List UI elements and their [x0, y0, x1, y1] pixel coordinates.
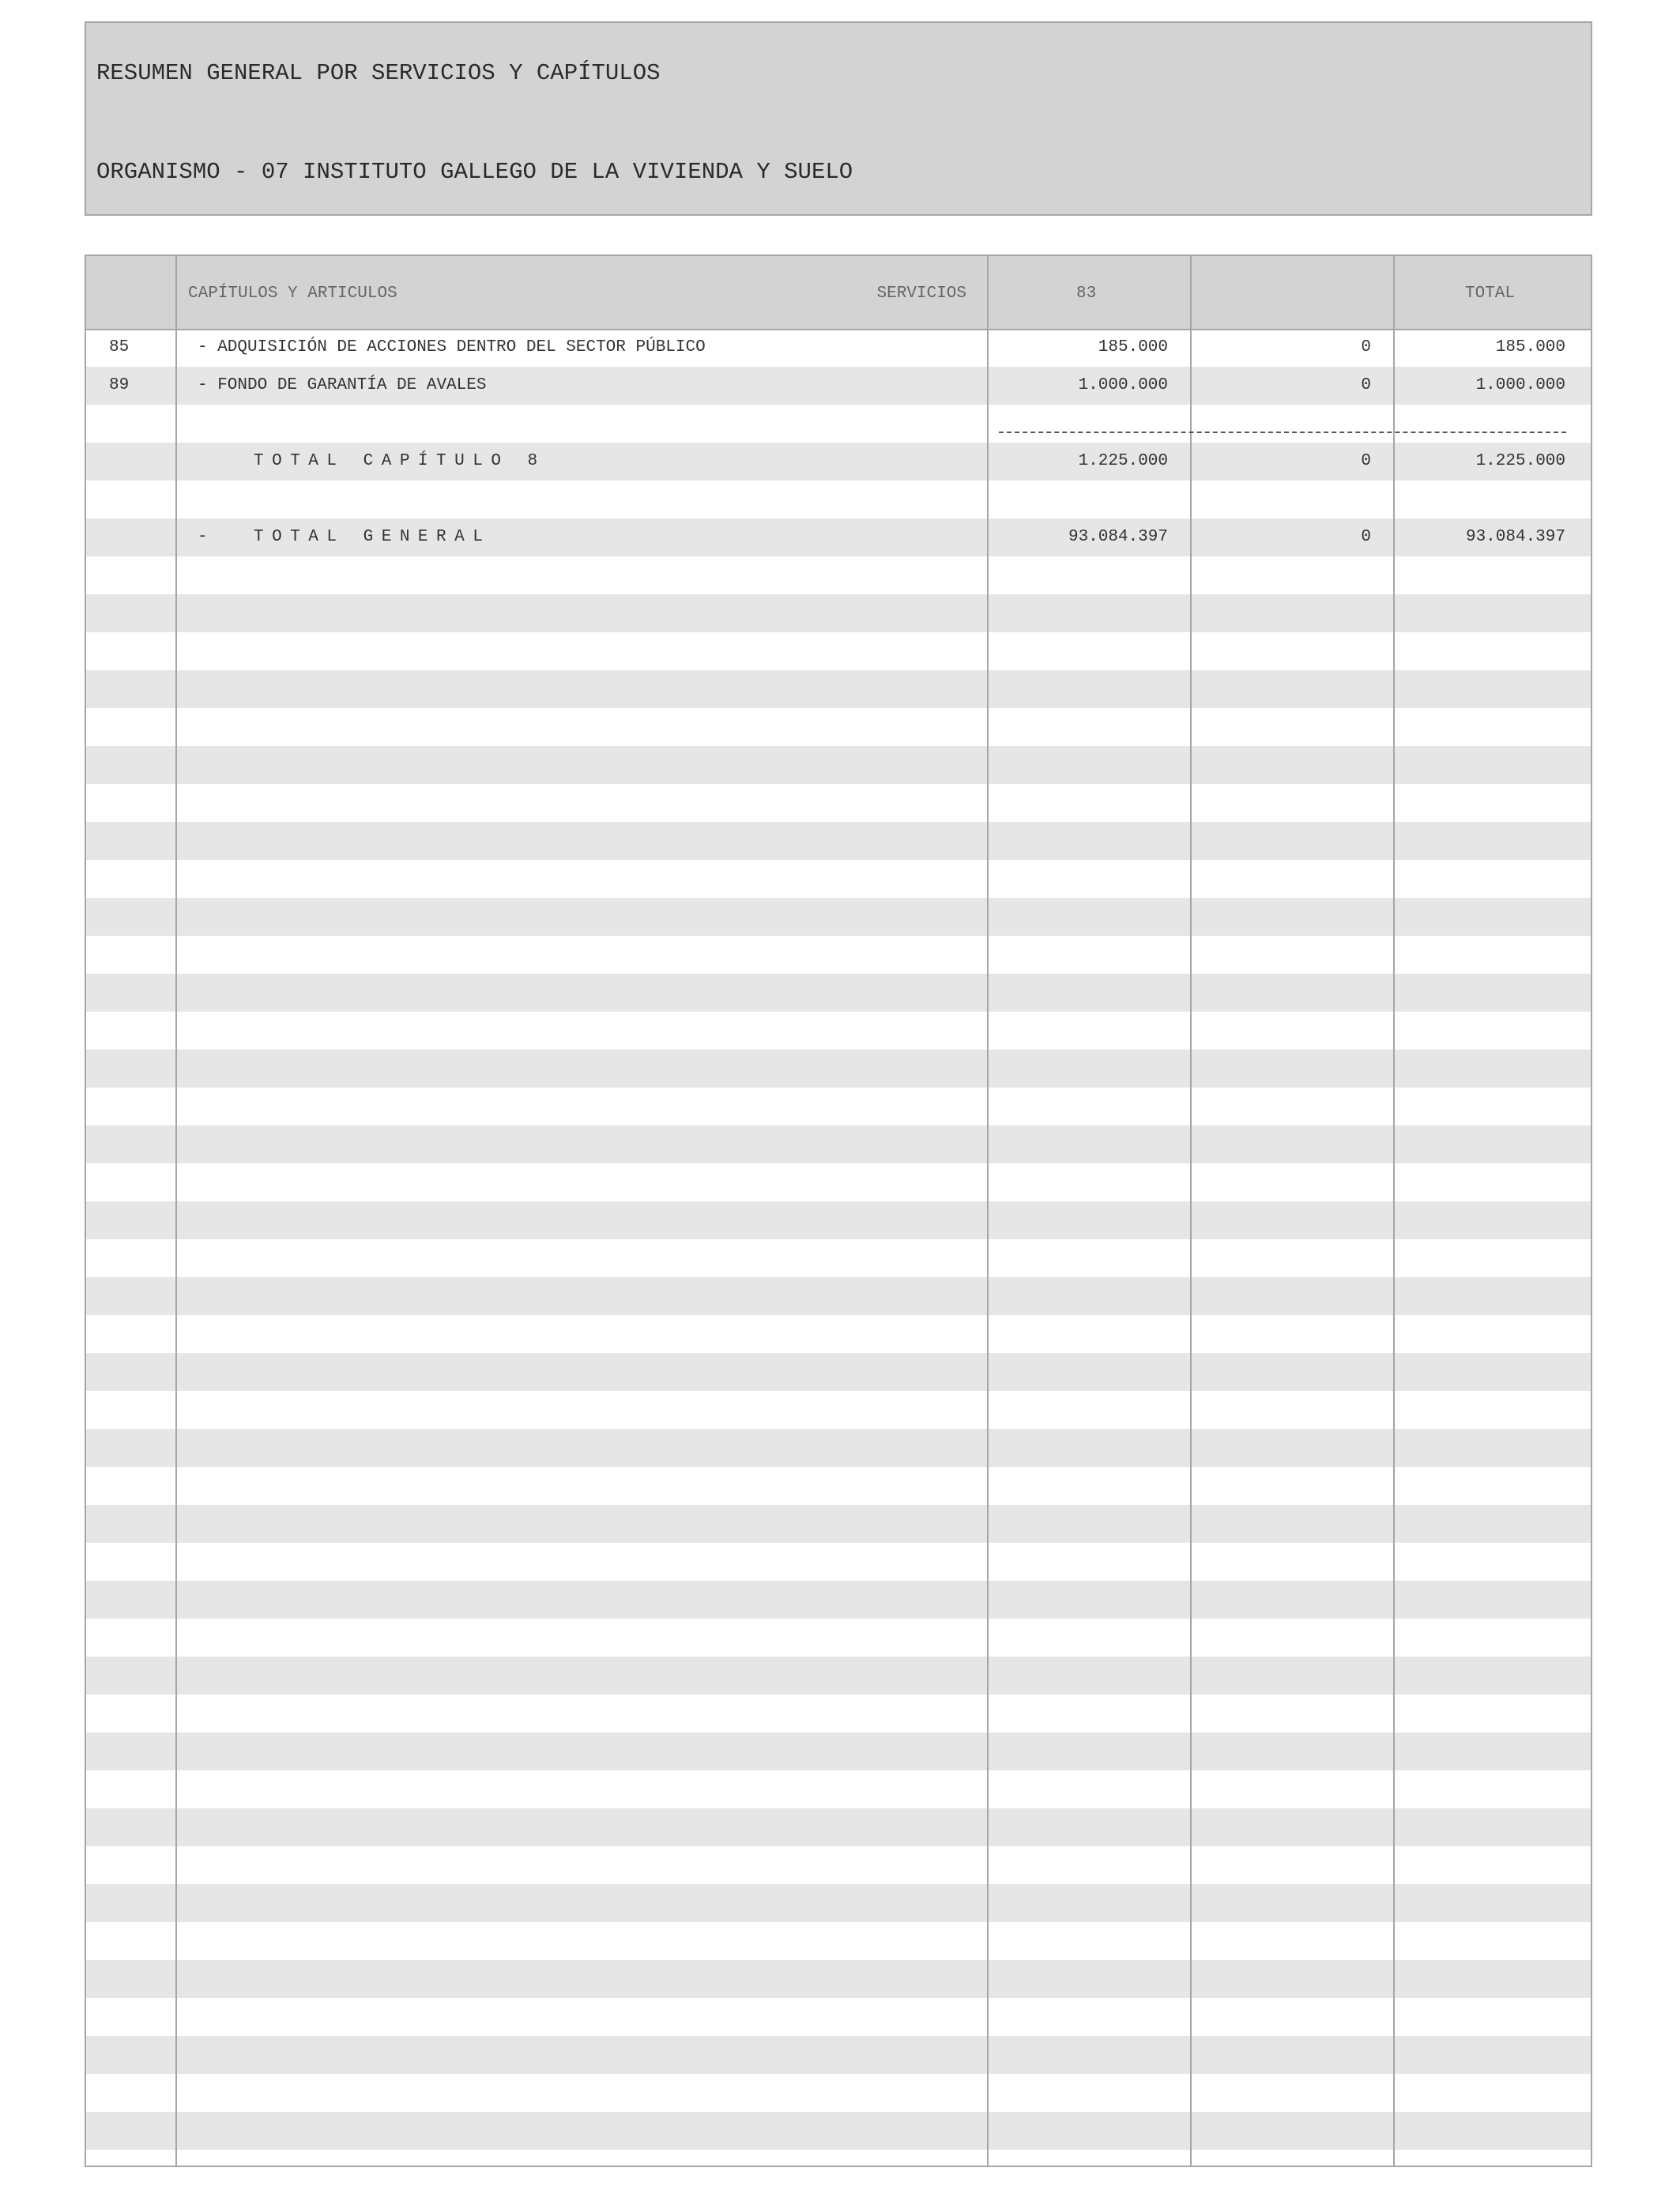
- total-general-83: 93.084.397: [1068, 528, 1168, 546]
- total-capitulo-total: 1.225.000: [1475, 452, 1565, 470]
- row-stripe: [86, 1732, 1591, 1770]
- row-stripe: [86, 898, 1591, 936]
- header-capitulos: CAPÍTULOS Y ARTICULOS: [188, 285, 397, 303]
- report-title: RESUMEN GENERAL POR SERVICIOS Y CAPÍTULOS: [96, 60, 661, 86]
- budget-table: [85, 254, 1592, 2167]
- row-stripe: [86, 1050, 1591, 1088]
- total-capitulo-2: 0: [1361, 452, 1371, 470]
- row-value-2: 0: [1361, 338, 1371, 356]
- header-83: 83: [1076, 285, 1097, 303]
- row-stripe: [86, 594, 1591, 632]
- separator-row: [86, 405, 1591, 443]
- total-general-label: TOTAL GENERAL: [254, 528, 492, 546]
- row-stripe: [86, 2036, 1591, 2074]
- row-code: 85: [109, 338, 130, 356]
- organismo-title: ORGANISMO - 07 INSTITUTO GALLEGO DE LA VIVIENDA Y SUELO: [96, 159, 853, 185]
- row-stripe: [86, 1960, 1591, 1998]
- row-stripe: [86, 1505, 1591, 1543]
- row-value-83: 1.000.000: [1078, 376, 1168, 394]
- row-stripe: [86, 1657, 1591, 1695]
- total-general-row: [86, 518, 1591, 556]
- row-stripe: [86, 670, 1591, 708]
- row-label: - FONDO DE GARANTÍA DE AVALES: [198, 376, 487, 394]
- row-stripe: [86, 1353, 1591, 1391]
- row-stripe: [86, 1201, 1591, 1239]
- row-value-83: 185.000: [1098, 338, 1168, 356]
- row-stripe: [86, 1125, 1591, 1163]
- total-capitulo-label: TOTAL CAPÍTULO 8: [254, 452, 546, 470]
- report-header: [85, 21, 1592, 216]
- row-stripe: [86, 1429, 1591, 1467]
- total-general-2: 0: [1361, 528, 1371, 546]
- row-stripe: [86, 974, 1591, 1012]
- row-value-2: 0: [1361, 376, 1371, 394]
- dashed-separator: [999, 432, 1566, 433]
- row-stripe: [86, 1581, 1591, 1619]
- row-stripe: [86, 1808, 1591, 1846]
- table-row: [86, 329, 1591, 367]
- row-stripe: [86, 746, 1591, 784]
- row-total: 185.000: [1495, 338, 1565, 356]
- table-row: [86, 367, 1591, 405]
- total-general-prefix: -: [198, 528, 208, 546]
- row-stripe: [86, 1884, 1591, 1922]
- header-total: TOTAL: [1465, 285, 1516, 303]
- header-servicios: SERVICIOS: [876, 285, 966, 303]
- row-stripes: [86, 329, 1591, 2166]
- total-capitulo-83: 1.225.000: [1078, 452, 1168, 470]
- row-total: 1.000.000: [1475, 376, 1565, 394]
- row-code: 89: [109, 376, 130, 394]
- row-stripe: [86, 2112, 1591, 2150]
- row-stripe: [86, 1277, 1591, 1315]
- total-capitulo-row: [86, 443, 1591, 481]
- row-label: - ADQUISICIÓN DE ACCIONES DENTRO DEL SECTOR PÚBLICO: [198, 338, 706, 356]
- total-general-total: 93.084.397: [1465, 528, 1565, 546]
- row-stripe: [86, 822, 1591, 860]
- table-header: [86, 256, 1591, 330]
